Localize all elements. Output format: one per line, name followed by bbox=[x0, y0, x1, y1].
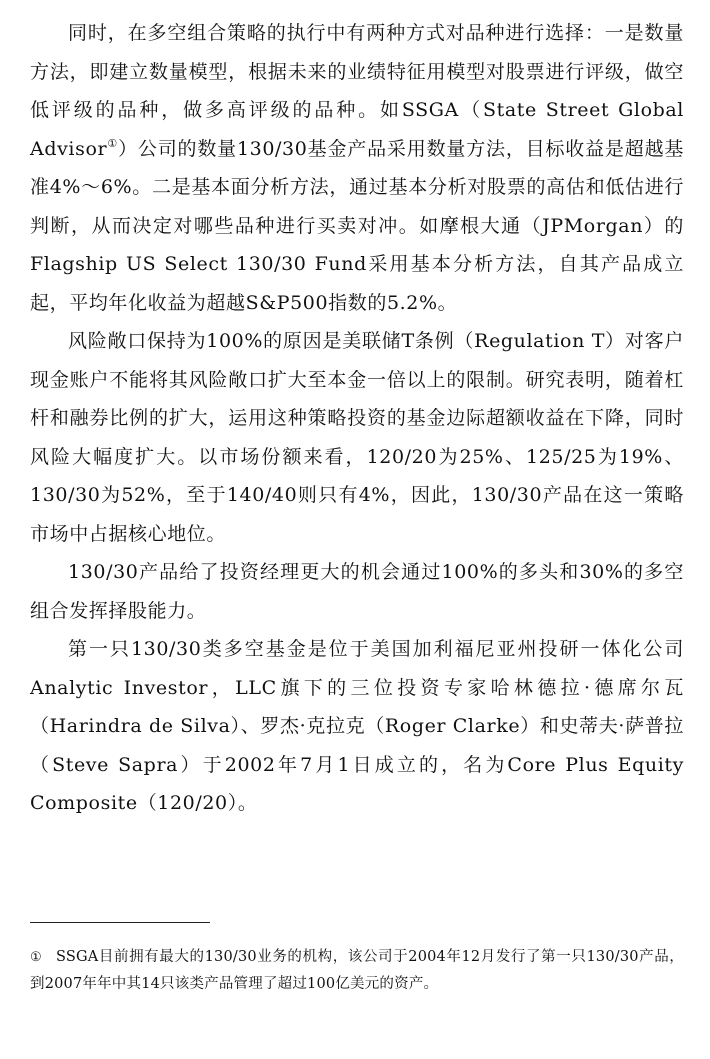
footnote-text: SSGA目前拥有最大的130/30业务的机构，该公司于2004年12月发行了第一只130/30产品，到2007年年中其14只该类产品管理了超过100亿美元的资产。 bbox=[30, 949, 684, 992]
footnote bbox=[30, 944, 684, 997]
paragraph-risk-exposure: 风险敞口保持为100%的原因是美联储T条例（Regulation T）对客户现金账户不能将其风险敞口扩大至本金一倍以上的限制。研究表明，随着杠杆和融券比例的扩大，运用这种策略投资的基金边际超额收益在下降，同时风险大幅度扩大。以市场份额来看，120/20为25%、125/25为19%、130/30为52%，至于140/40则只有4%，因此，130/30产品在这一策略市场中占据核心地位。 bbox=[30, 330, 684, 545]
footnote-divider bbox=[30, 922, 210, 923]
main-text bbox=[30, 14, 684, 823]
paragraph-quant-vs-fundamental bbox=[30, 14, 684, 322]
footnote-reference[interactable]: ① bbox=[107, 136, 119, 150]
footnote-mark: ① bbox=[30, 950, 42, 965]
paragraph-text-part1: 同时，在多空组合策略的执行中有两种方式对品种进行选择：一是数量方法，即建立数量模型，根据未来的业绩特征用模型对股票进行评级，做空低评级的品种，做多高评级的品种。如SSGA（State Street Global Advisor bbox=[30, 22, 684, 160]
paragraph-130-30-opportunity: 130/30产品给了投资经理更大的机会通过100%的多头和30%的多空组合发挥择股能力。 bbox=[30, 561, 684, 622]
paragraph-first-fund: 第一只130/30类多空基金是位于美国加利福尼亚州投研一体化公司Analytic Investor，LLC旗下的三位投资专家哈林德拉·德席尔瓦（Harindra de Silva）、罗杰·克拉克（Roger Clarke）和史蒂夫·萨普拉（Steve Sapra）于2002年7月1日成立的，名为Core Plus Equity Composite（120/20）。 bbox=[30, 638, 684, 814]
paragraph-text-part2: ）公司的数量130/30基金产品采用数量方法，目标收益是超越基准4%～6%。二是基本面分析方法，通过基本分析对股票的高估和低估进行判断，从而决定对哪些品种进行买卖对冲。如摩根大通（JPMorgan）的Flagship US Select 130/30 Fund采用基本分析方法，自其产品成立起，平均年化收益为超越S&P500指数的5.2%。 bbox=[30, 137, 684, 314]
